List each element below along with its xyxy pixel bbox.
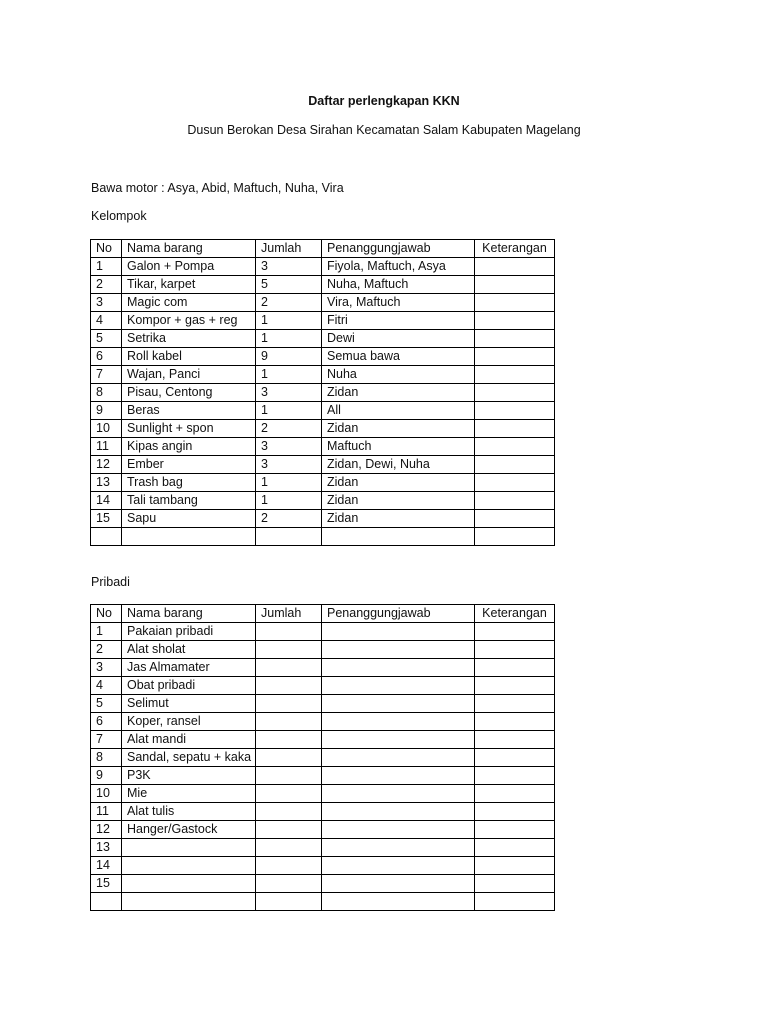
cell-penanggungjawab: Zidan	[322, 474, 475, 492]
cell-penanggungjawab	[322, 659, 475, 677]
cell-penanggungjawab	[322, 857, 475, 875]
header-penanggungjawab: Penanggungjawab	[322, 605, 475, 623]
cell-jumlah	[256, 677, 322, 695]
table-row	[91, 713, 555, 731]
table-header-row	[91, 605, 555, 623]
cell-keterangan	[475, 420, 555, 438]
cell-jumlah	[256, 623, 322, 641]
cell-jumlah: 3	[256, 438, 322, 456]
table-row	[91, 803, 555, 821]
table-row	[91, 528, 555, 546]
cell-nama-barang: P3K	[122, 767, 256, 785]
cell-nama-barang: Kipas angin	[122, 438, 256, 456]
cell-nama-barang: Beras	[122, 402, 256, 420]
cell-keterangan	[475, 767, 555, 785]
cell-nama-barang: Magic com	[122, 294, 256, 312]
cell-nama-barang	[122, 528, 256, 546]
cell-keterangan	[475, 821, 555, 839]
table-row	[91, 510, 555, 528]
cell-no: 12	[91, 821, 122, 839]
header-penanggungjawab: Penanggungjawab	[322, 240, 475, 258]
cell-no: 14	[91, 857, 122, 875]
header-no: No	[91, 240, 122, 258]
cell-no: 1	[91, 623, 122, 641]
cell-penanggungjawab	[322, 528, 475, 546]
cell-penanggungjawab: Zidan	[322, 420, 475, 438]
cell-penanggungjawab	[322, 803, 475, 821]
table-row	[91, 857, 555, 875]
cell-keterangan	[475, 659, 555, 677]
cell-keterangan	[475, 528, 555, 546]
cell-jumlah	[256, 893, 322, 911]
cell-penanggungjawab	[322, 875, 475, 893]
cell-nama-barang: Alat tulis	[122, 803, 256, 821]
header-jumlah: Jumlah	[256, 605, 322, 623]
header-nama-barang: Nama barang	[122, 240, 256, 258]
cell-jumlah	[256, 875, 322, 893]
cell-penanggungjawab	[322, 731, 475, 749]
cell-penanggungjawab	[322, 641, 475, 659]
cell-no: 4	[91, 312, 122, 330]
cell-keterangan	[475, 492, 555, 510]
cell-no: 10	[91, 420, 122, 438]
table-row	[91, 695, 555, 713]
table-row	[91, 875, 555, 893]
cell-keterangan	[475, 677, 555, 695]
cell-nama-barang	[122, 857, 256, 875]
cell-nama-barang: Obat pribadi	[122, 677, 256, 695]
cell-jumlah	[256, 803, 322, 821]
cell-keterangan	[475, 731, 555, 749]
table-row	[91, 749, 555, 767]
table-row	[91, 420, 555, 438]
cell-penanggungjawab	[322, 623, 475, 641]
cell-penanggungjawab	[322, 713, 475, 731]
page-subtitle: Dusun Berokan Desa Sirahan Kecamatan Salam Kabupaten Magelang	[187, 123, 581, 137]
cell-keterangan	[475, 875, 555, 893]
cell-jumlah: 2	[256, 294, 322, 312]
table-row	[91, 384, 555, 402]
cell-nama-barang: Koper, ransel	[122, 713, 256, 731]
cell-no: 9	[91, 402, 122, 420]
cell-nama-barang: Alat mandi	[122, 731, 256, 749]
table-row	[91, 312, 555, 330]
cell-no: 11	[91, 438, 122, 456]
cell-keterangan	[475, 348, 555, 366]
cell-keterangan	[475, 749, 555, 767]
table-row	[91, 893, 555, 911]
table-row	[91, 276, 555, 294]
cell-no: 2	[91, 276, 122, 294]
table-row	[91, 659, 555, 677]
cell-jumlah: 1	[256, 492, 322, 510]
cell-no: 8	[91, 384, 122, 402]
cell-no	[91, 893, 122, 911]
cell-penanggungjawab: Zidan	[322, 384, 475, 402]
cell-nama-barang: Wajan, Panci	[122, 366, 256, 384]
cell-penanggungjawab	[322, 893, 475, 911]
section-heading-pribadi: Pribadi	[91, 575, 130, 589]
cell-penanggungjawab	[322, 767, 475, 785]
cell-keterangan	[475, 366, 555, 384]
cell-nama-barang: Trash bag	[122, 474, 256, 492]
header-keterangan: Keterangan	[475, 240, 555, 258]
cell-keterangan	[475, 474, 555, 492]
cell-jumlah: 2	[256, 510, 322, 528]
cell-penanggungjawab: Zidan	[322, 510, 475, 528]
cell-jumlah	[256, 659, 322, 677]
cell-jumlah	[256, 767, 322, 785]
header-nama-barang: Nama barang	[122, 605, 256, 623]
header-jumlah: Jumlah	[256, 240, 322, 258]
cell-no: 5	[91, 695, 122, 713]
cell-nama-barang: Hanger/Gastock	[122, 821, 256, 839]
cell-no: 11	[91, 803, 122, 821]
table-row	[91, 456, 555, 474]
cell-penanggungjawab	[322, 695, 475, 713]
cell-nama-barang: Ember	[122, 456, 256, 474]
cell-keterangan	[475, 294, 555, 312]
cell-jumlah: 3	[256, 456, 322, 474]
cell-keterangan	[475, 641, 555, 659]
cell-nama-barang: Mie	[122, 785, 256, 803]
page-title: Daftar perlengkapan KKN	[308, 94, 460, 108]
cell-jumlah: 3	[256, 384, 322, 402]
cell-penanggungjawab: Fitri	[322, 312, 475, 330]
cell-nama-barang: Sunlight + spon	[122, 420, 256, 438]
cell-keterangan	[475, 312, 555, 330]
table-row	[91, 767, 555, 785]
cell-no: 2	[91, 641, 122, 659]
table-row	[91, 258, 555, 276]
cell-keterangan	[475, 839, 555, 857]
cell-nama-barang: Roll kabel	[122, 348, 256, 366]
cell-no: 3	[91, 659, 122, 677]
cell-penanggungjawab: Zidan	[322, 492, 475, 510]
cell-keterangan	[475, 456, 555, 474]
cell-keterangan	[475, 623, 555, 641]
pribadi-table	[90, 604, 555, 911]
cell-penanggungjawab	[322, 821, 475, 839]
cell-no: 3	[91, 294, 122, 312]
cell-no: 7	[91, 366, 122, 384]
cell-no: 15	[91, 875, 122, 893]
cell-penanggungjawab: Fiyola, Maftuch, Asya	[322, 258, 475, 276]
cell-nama-barang: Galon + Pompa	[122, 258, 256, 276]
cell-penanggungjawab	[322, 677, 475, 695]
cell-jumlah: 1	[256, 330, 322, 348]
bawa-motor-line: Bawa motor : Asya, Abid, Maftuch, Nuha, Vira	[91, 181, 344, 195]
cell-nama-barang: Kompor + gas + reg	[122, 312, 256, 330]
cell-jumlah: 1	[256, 312, 322, 330]
cell-no: 9	[91, 767, 122, 785]
cell-keterangan	[475, 857, 555, 875]
cell-penanggungjawab: Zidan, Dewi, Nuha	[322, 456, 475, 474]
cell-nama-barang	[122, 839, 256, 857]
cell-nama-barang: Tali tambang	[122, 492, 256, 510]
cell-jumlah: 3	[256, 258, 322, 276]
cell-jumlah	[256, 641, 322, 659]
cell-no: 1	[91, 258, 122, 276]
table-row	[91, 474, 555, 492]
table-row	[91, 839, 555, 857]
cell-jumlah	[256, 713, 322, 731]
table-row	[91, 438, 555, 456]
cell-nama-barang: Sapu	[122, 510, 256, 528]
table-row	[91, 731, 555, 749]
cell-penanggungjawab	[322, 839, 475, 857]
cell-no: 4	[91, 677, 122, 695]
cell-no: 12	[91, 456, 122, 474]
cell-nama-barang: Pisau, Centong	[122, 384, 256, 402]
cell-jumlah	[256, 695, 322, 713]
cell-jumlah: 9	[256, 348, 322, 366]
cell-penanggungjawab: Maftuch	[322, 438, 475, 456]
table-row	[91, 330, 555, 348]
cell-no: 13	[91, 839, 122, 857]
cell-no: 8	[91, 749, 122, 767]
cell-nama-barang	[122, 893, 256, 911]
header-keterangan: Keterangan	[475, 605, 555, 623]
table-row	[91, 785, 555, 803]
table-row	[91, 492, 555, 510]
cell-no: 13	[91, 474, 122, 492]
table-header-row	[91, 240, 555, 258]
cell-jumlah	[256, 839, 322, 857]
kelompok-table	[90, 239, 555, 546]
cell-nama-barang: Alat sholat	[122, 641, 256, 659]
cell-penanggungjawab: Dewi	[322, 330, 475, 348]
cell-jumlah: 5	[256, 276, 322, 294]
cell-nama-barang: Jas Almamater	[122, 659, 256, 677]
cell-penanggungjawab: All	[322, 402, 475, 420]
cell-penanggungjawab: Nuha, Maftuch	[322, 276, 475, 294]
cell-keterangan	[475, 893, 555, 911]
cell-keterangan	[475, 438, 555, 456]
header-no: No	[91, 605, 122, 623]
table-row	[91, 402, 555, 420]
cell-nama-barang: Selimut	[122, 695, 256, 713]
cell-no: 7	[91, 731, 122, 749]
cell-keterangan	[475, 695, 555, 713]
table-row	[91, 677, 555, 695]
cell-nama-barang	[122, 875, 256, 893]
cell-no: 10	[91, 785, 122, 803]
table-row	[91, 366, 555, 384]
cell-penanggungjawab: Vira, Maftuch	[322, 294, 475, 312]
cell-jumlah: 2	[256, 420, 322, 438]
cell-keterangan	[475, 713, 555, 731]
cell-keterangan	[475, 330, 555, 348]
cell-jumlah: 1	[256, 474, 322, 492]
cell-keterangan	[475, 384, 555, 402]
cell-jumlah	[256, 731, 322, 749]
cell-penanggungjawab: Nuha	[322, 366, 475, 384]
cell-keterangan	[475, 785, 555, 803]
cell-jumlah	[256, 785, 322, 803]
cell-no: 6	[91, 713, 122, 731]
cell-keterangan	[475, 803, 555, 821]
cell-jumlah: 1	[256, 366, 322, 384]
cell-jumlah: 1	[256, 402, 322, 420]
cell-penanggungjawab: Semua bawa	[322, 348, 475, 366]
cell-penanggungjawab	[322, 785, 475, 803]
section-heading-kelompok: Kelompok	[91, 209, 147, 223]
cell-penanggungjawab	[322, 749, 475, 767]
table-row	[91, 294, 555, 312]
cell-jumlah	[256, 749, 322, 767]
table-row	[91, 348, 555, 366]
cell-keterangan	[475, 402, 555, 420]
cell-no	[91, 528, 122, 546]
cell-keterangan	[475, 510, 555, 528]
cell-nama-barang: Sandal, sepatu + kaka	[122, 749, 256, 767]
cell-keterangan	[475, 258, 555, 276]
cell-no: 6	[91, 348, 122, 366]
cell-jumlah	[256, 821, 322, 839]
cell-jumlah	[256, 528, 322, 546]
cell-no: 15	[91, 510, 122, 528]
cell-nama-barang: Setrika	[122, 330, 256, 348]
cell-nama-barang: Pakaian pribadi	[122, 623, 256, 641]
cell-no: 14	[91, 492, 122, 510]
table-row	[91, 821, 555, 839]
cell-nama-barang: Tikar, karpet	[122, 276, 256, 294]
table-row	[91, 623, 555, 641]
cell-jumlah	[256, 857, 322, 875]
cell-no: 5	[91, 330, 122, 348]
cell-keterangan	[475, 276, 555, 294]
table-row	[91, 641, 555, 659]
